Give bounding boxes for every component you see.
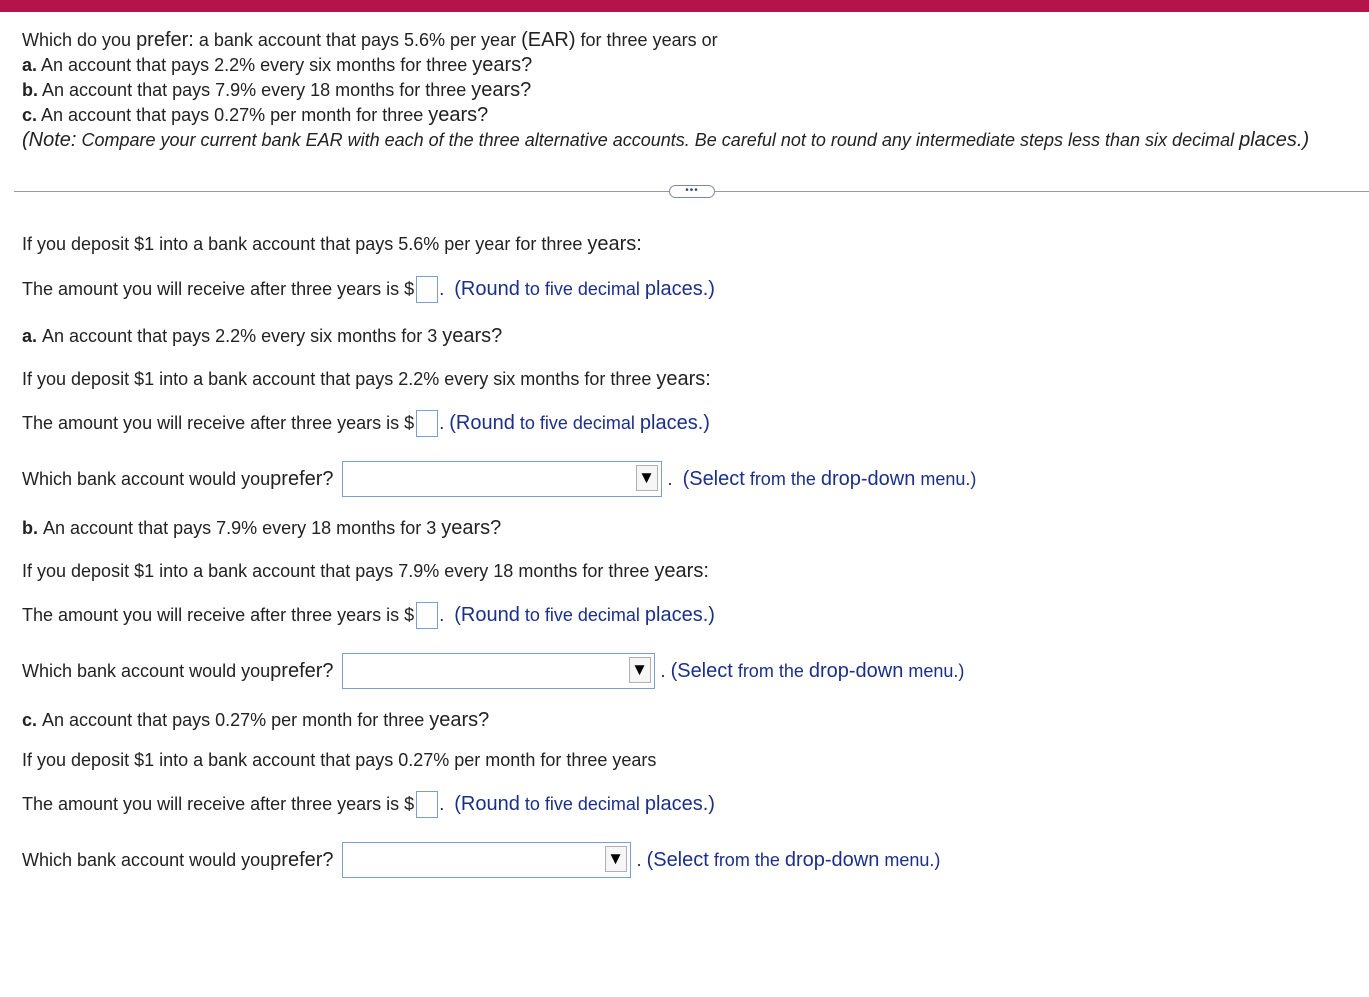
part-b-prefer-row: Which bank account would you prefer? ▼ . (Select from the drop-down menu.) (22, 652, 964, 690)
chevron-down-icon[interactable]: ▼ (605, 846, 627, 872)
part-a-deposit-text: If you deposit $1 into a bank account that pays 2.2% every six months for three years: (22, 367, 711, 390)
part-c-preference-dropdown[interactable] (342, 842, 631, 878)
part-c-amount-input[interactable] (416, 791, 438, 818)
part-c-heading: c. An account that pays 0.27% per month for three years? (22, 708, 490, 731)
part-a-amount-input[interactable] (416, 410, 438, 437)
part-c-amount-row: The amount you will receive after three years is $ . (Round to five decimal places.) (22, 789, 715, 819)
base-amount-row: The amount you will receive after three years is $ . (Round to five decimal places.) (22, 274, 715, 304)
expand-more-button[interactable]: ••• (669, 185, 715, 198)
part-c-prefer-row: Which bank account would you prefer? ▼ . (Select from the drop-down menu.) (22, 841, 940, 879)
part-a-amount-row: The amount you will receive after three years is $ . (Round to five decimal places.) (22, 408, 710, 438)
part-a-preference-dropdown[interactable] (342, 461, 662, 497)
part-a-heading: a. An account that pays 2.2% every six months for 3 years? (22, 324, 503, 347)
part-a-prefer-row: Which bank account would you prefer? ▼ . (Select from the drop-down menu.) (22, 460, 976, 498)
part-b-deposit-text: If you deposit $1 into a bank account that pays 7.9% every 18 months for three years: (22, 559, 709, 582)
select-hint: (Select from the drop-down menu.) (646, 848, 941, 871)
part-b-preference-dropdown[interactable] (342, 653, 655, 689)
question-note: (Note: Compare your current bank EAR with each of the three alternative accounts. Be careful not to round any intermediate steps less than six decimal places.) (22, 129, 1310, 151)
question-option-a: a. An account that pays 2.2% every six months for three years? (22, 54, 533, 76)
chevron-down-icon[interactable]: ▼ (629, 657, 651, 683)
round-hint: (Round to five decimal places.) (454, 277, 715, 300)
base-amount-input[interactable] (416, 276, 438, 303)
select-hint: (Select from the drop-down menu.) (682, 467, 977, 490)
chevron-down-icon[interactable]: ▼ (636, 465, 658, 491)
part-b-amount-input[interactable] (416, 602, 438, 629)
select-hint: (Select from the drop-down menu.) (670, 659, 965, 682)
part-b-amount-row: The amount you will receive after three years is $ . (Round to five decimal places.) (22, 600, 715, 630)
round-hint: (Round to five decimal places.) (454, 603, 715, 626)
part-b-heading: b. An account that pays 7.9% every 18 months for 3 years? (22, 516, 502, 539)
round-hint: (Round to five decimal places.) (449, 411, 710, 434)
question-option-b: b. An account that pays 7.9% every 18 months for three years? (22, 79, 532, 101)
part-c-deposit-text: If you deposit $1 into a bank account that pays 0.27% per month for three years (22, 749, 657, 770)
top-accent-bar (0, 0, 1369, 12)
round-hint: (Round to five decimal places.) (454, 792, 715, 815)
base-deposit-text: If you deposit $1 into a bank account that pays 5.6% per year for three years: (22, 232, 642, 255)
question-line-1: Which do you prefer: a bank account that pays 5.6% per year (EAR) for three years or (22, 29, 718, 51)
question-option-c: c. An account that pays 0.27% per month for three years? (22, 104, 489, 126)
